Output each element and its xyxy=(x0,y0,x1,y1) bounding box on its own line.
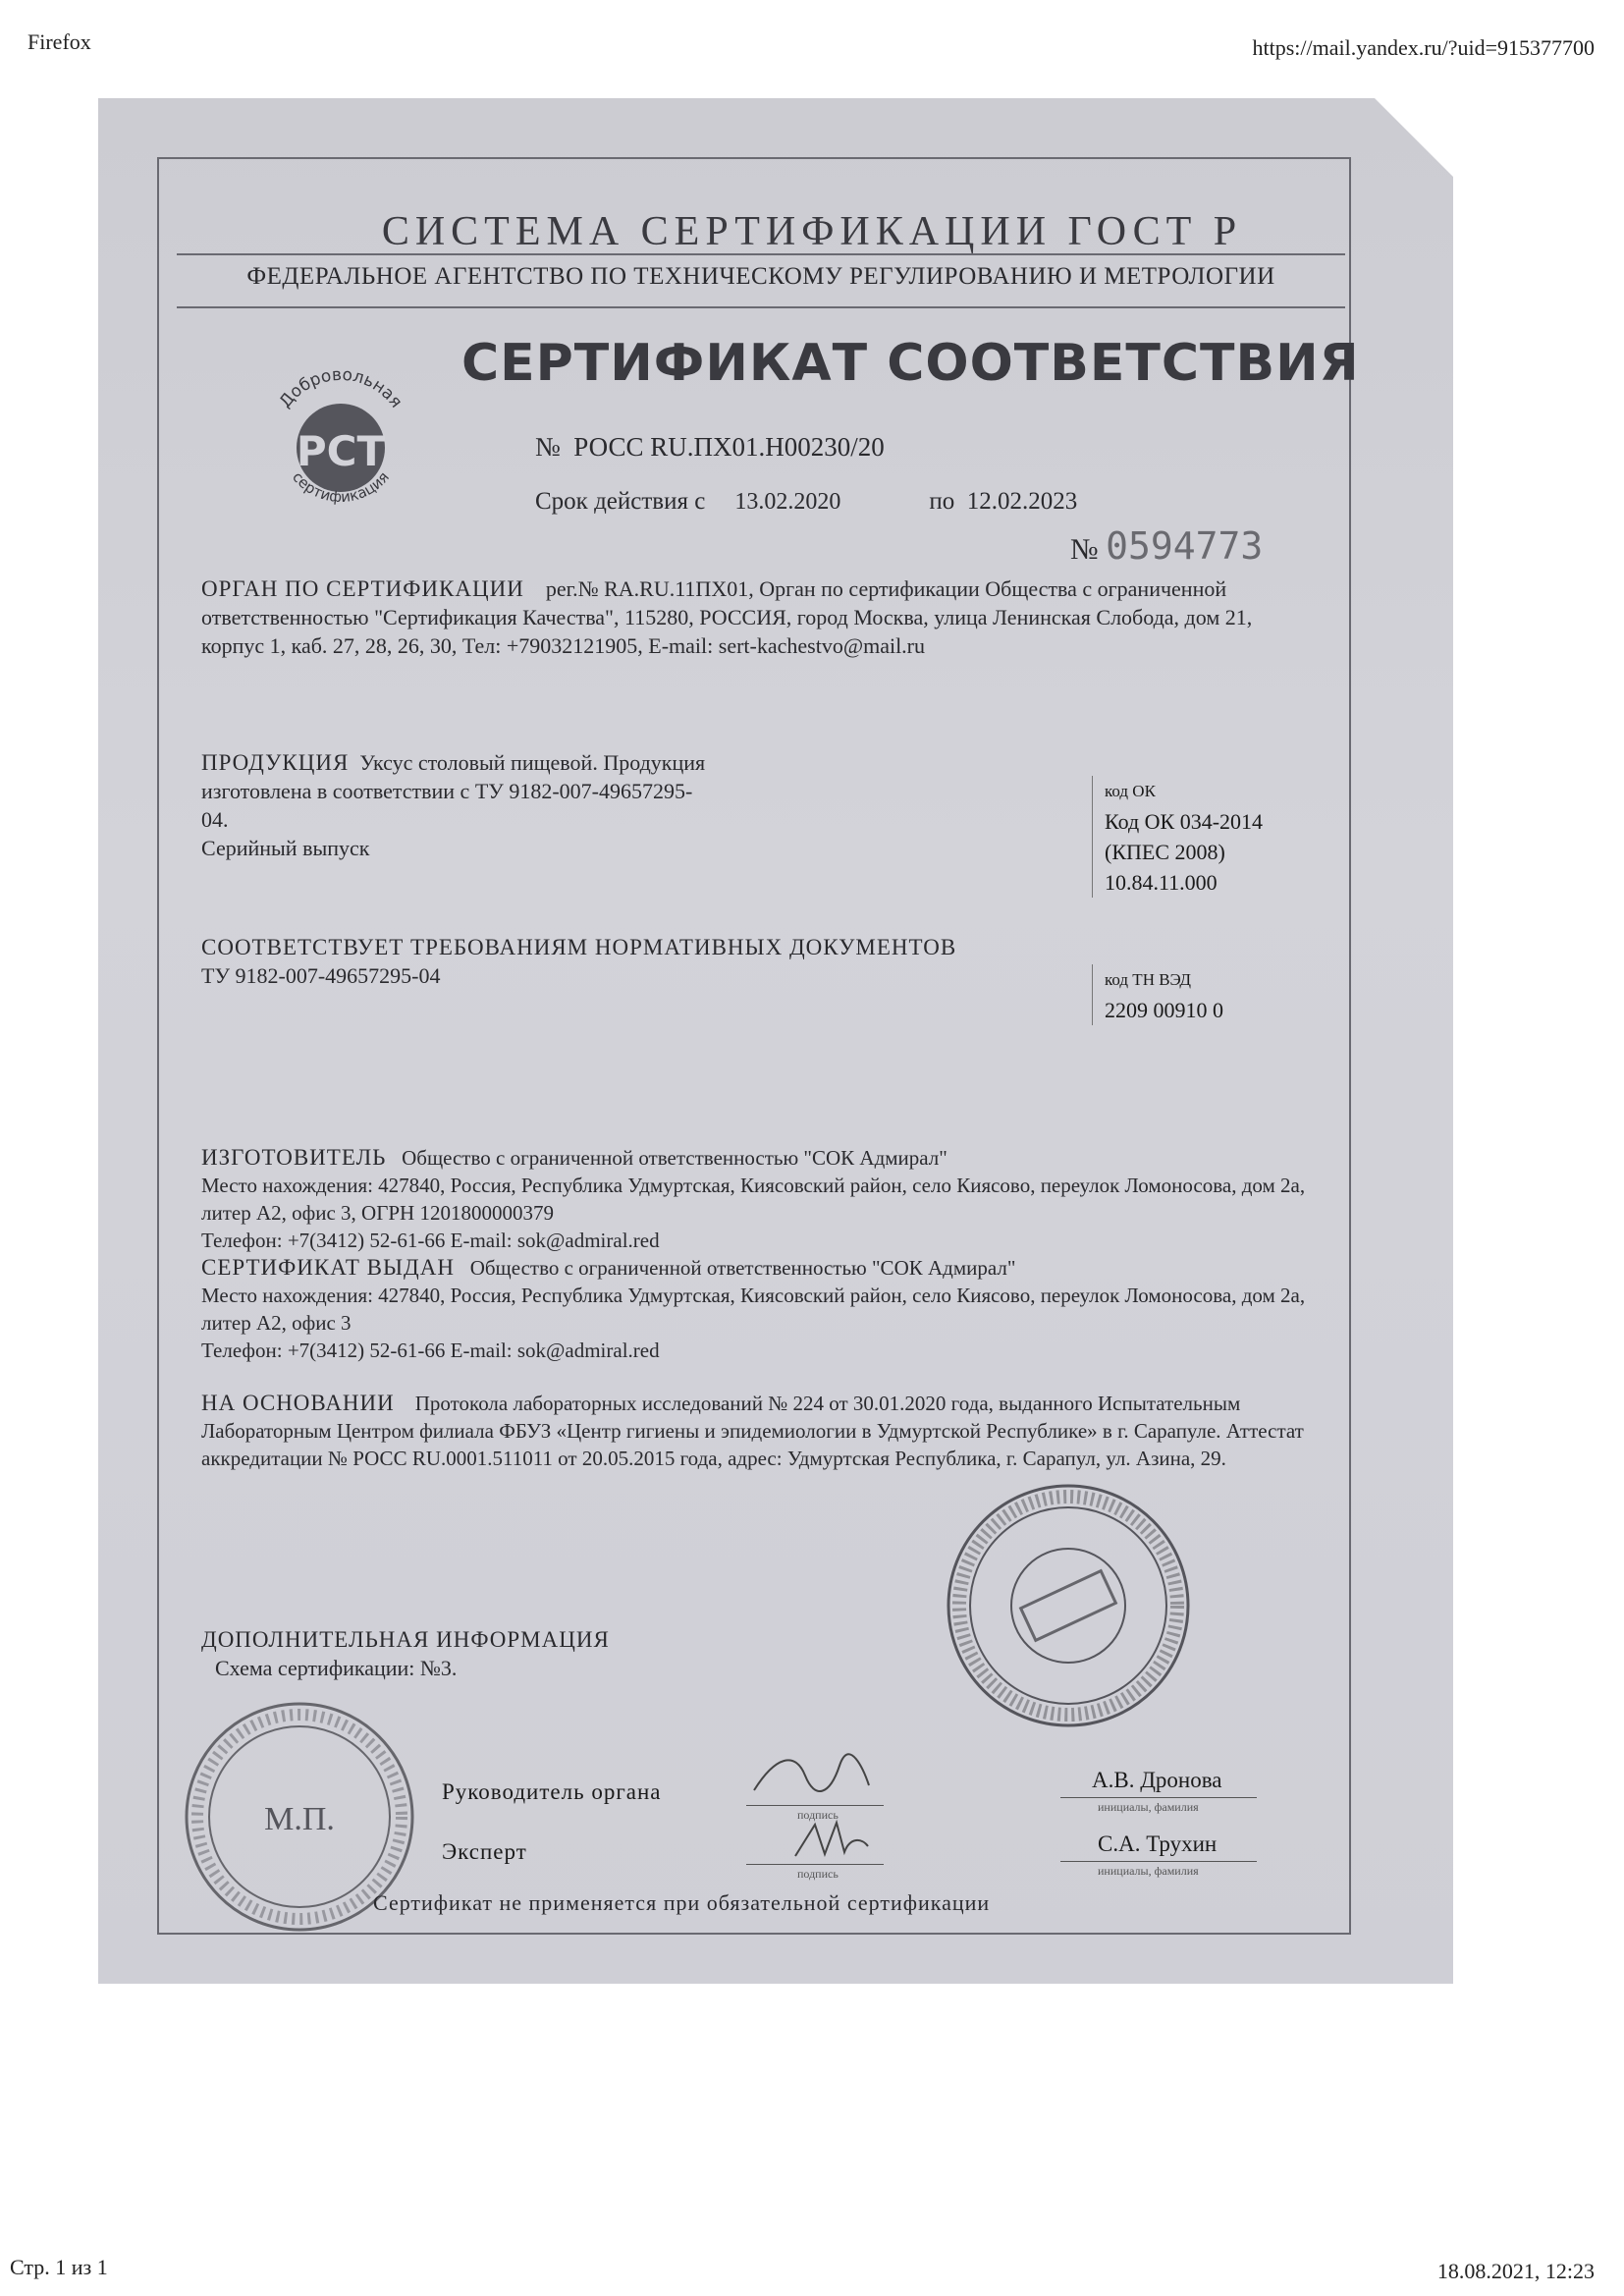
browser-name: Firefox xyxy=(27,29,91,54)
expert-label: Эксперт xyxy=(442,1839,527,1864)
ok-code-line: (КПЕС 2008) xyxy=(1105,840,1225,864)
print-datetime: 18.08.2021, 12:23 xyxy=(1436,2259,1595,2283)
issued-contacts: Телефон: +7(3412) 52-61-66 E-mail: sok@admiral.red xyxy=(201,1339,660,1362)
number-prefix: № xyxy=(535,432,561,462)
valid-to-label: по xyxy=(929,488,955,515)
additional-info-heading: ДОПОЛНИТЕЛЬНАЯ ИНФОРМАЦИЯ xyxy=(201,1627,610,1652)
ok-code-box xyxy=(1092,776,1301,898)
blank-number xyxy=(1070,524,1263,568)
certification-body-text: рег.№ RA.RU.11ПХ01, Орган по сертификации Общества с ограниченной ответственностью "Сертификация Качества", 115280, РОССИЯ, город Москва, улица Ленинская Слобода, дом 21, корпус 1, каб. 27, 28, 26, 30, Тел: +79032121905, E-mail: sert-kachestvo@mail.ru xyxy=(201,576,1253,658)
basis-section xyxy=(201,1390,1321,1472)
signature-line xyxy=(746,1864,884,1865)
basis-text: Протокола лабораторных исследований № 224 от 30.01.2020 года, выданного Испытательным Лабораторным Центром филиала ФБУЗ «Центр гигиены и эпидемиологии в Удмуртской Республике» в г. Сарапуле. Аттестат аккредитации № РОСС RU.0001.511011 от 20.05.2015 года, адрес: Удмуртская Республика, г. Сарапул, ул. Азина, 29. xyxy=(201,1392,1304,1470)
name-caption: инициалы, фамилия xyxy=(1098,1800,1199,1814)
agency-name: ФЕДЕРАЛЬНОЕ АГЕНТСТВО ПО ТЕХНИЧЕСКОМУ РЕГУЛИРОВАНИЮ И МЕТРОЛОГИИ xyxy=(246,263,1275,290)
additional-info-text: Схема сертификации: №3. xyxy=(215,1656,458,1680)
head-of-body-label: Руководитель органа xyxy=(442,1779,662,1804)
manufacturer-stamp-icon xyxy=(941,1478,1196,1733)
head-signature-icon xyxy=(746,1746,874,1805)
conformity-section xyxy=(201,933,1085,990)
issued-name: Общество с ограниченной ответственностью "СОК Адмирал" xyxy=(469,1256,1016,1280)
name-caption: инициалы, фамилия xyxy=(1098,1864,1199,1878)
manufacturer-contacts: Телефон: +7(3412) 52-61-66 E-mail: sok@admiral.red xyxy=(201,1229,660,1252)
logo-mark: РСТ xyxy=(296,427,386,475)
head-name: А.В. Дронова xyxy=(1092,1768,1222,1792)
product-series: Серийный выпуск xyxy=(201,836,370,860)
number-value: РОСС RU.ПХ01.Н00230/20 xyxy=(573,432,885,462)
folded-corner xyxy=(1375,98,1483,206)
valid-from: 13.02.2020 xyxy=(734,489,841,515)
divider xyxy=(177,253,1345,255)
signature-caption: подпись xyxy=(797,1867,839,1881)
ok-code-line: Код ОК 034-2014 xyxy=(1105,809,1264,834)
manufacturer-heading: ИЗГОТОВИТЕЛЬ xyxy=(201,1145,387,1170)
footnote: Сертификат не применяется при обязательной сертификации xyxy=(373,1890,991,1915)
tnved-code-box xyxy=(1092,964,1301,1025)
ok-code-line: 10.84.11.000 xyxy=(1105,870,1218,895)
product-heading: ПРОДУКЦИЯ xyxy=(201,750,350,775)
certification-body-heading: ОРГАН ПО СЕРТИФИКАЦИИ xyxy=(201,576,524,601)
signature-line xyxy=(746,1805,884,1806)
conformity-heading: СООТВЕТСТВУЕТ ТРЕБОВАНИЯМ НОРМАТИВНЫХ ДОКУМЕНТОВ xyxy=(201,935,957,959)
name-line xyxy=(1060,1797,1257,1798)
issued-address: Место нахождения: 427840, Россия, Республика Удмуртская, Киясовский район, село Киясово, переулок Ломоносова, дом 2а, литер А2, офис 3 xyxy=(201,1284,1306,1335)
product-text: Уксус столовый пищевой. Продукция изготовлена в соответствии с ТУ 9182-007-49657295-04. xyxy=(201,750,706,832)
additional-info-section xyxy=(201,1625,987,1682)
validity-period xyxy=(535,488,1077,516)
certificate-number xyxy=(535,432,885,463)
page-counter: Стр. 1 из 1 xyxy=(10,2255,108,2279)
page-url[interactable]: https://mail.yandex.ru/?uid=915377700 xyxy=(1252,35,1595,60)
logo-bottom-text: сертификация xyxy=(289,467,393,507)
name-line xyxy=(1060,1861,1257,1862)
product-section xyxy=(201,748,712,862)
tnved-code: 2209 00910 0 xyxy=(1105,998,1223,1022)
blank-prefix: № xyxy=(1070,533,1099,566)
manufacturer-section xyxy=(201,1144,1321,1364)
certification-system: СИСТЕМА СЕРТИФИКАЦИИ ГОСТ Р xyxy=(381,209,1243,254)
ok-code-label: код ОК xyxy=(1105,782,1156,800)
logo-top-text: Добровольная xyxy=(275,364,406,412)
rst-logo-icon xyxy=(257,354,424,520)
tnved-label: код ТН ВЭД xyxy=(1105,970,1191,989)
valid-to: 12.02.2023 xyxy=(966,488,1078,515)
manufacturer-name: Общество с ограниченной ответственностью "СОК Адмирал" xyxy=(402,1146,947,1170)
basis-heading: НА ОСНОВАНИИ xyxy=(201,1391,395,1415)
certificate-title: СЕРТИФИКАТ СООТВЕТСТВИЯ xyxy=(461,334,1360,393)
manufacturer-address: Место нахождения: 427840, Россия, Республика Удмуртская, Киясовский район, село Киясово, переулок Ломоносова, дом 2а, литер А2, офис 3, ОГРН 1201800000379 xyxy=(201,1174,1306,1225)
certification-body-section xyxy=(201,574,1301,660)
blank-number-value: 0594773 xyxy=(1106,524,1264,568)
expert-name: С.А. Трухин xyxy=(1098,1831,1218,1856)
conformity-doc: ТУ 9182-007-49657295-04 xyxy=(201,963,441,988)
signature-caption: подпись xyxy=(797,1808,839,1822)
seal-mp-label: М.П. xyxy=(264,1801,335,1837)
expert-signature-icon xyxy=(785,1817,874,1866)
divider xyxy=(177,306,1345,308)
validity-label: Срок действия с xyxy=(535,488,706,515)
issued-heading: СЕРТИФИКАТ ВЫДАН xyxy=(201,1255,455,1280)
